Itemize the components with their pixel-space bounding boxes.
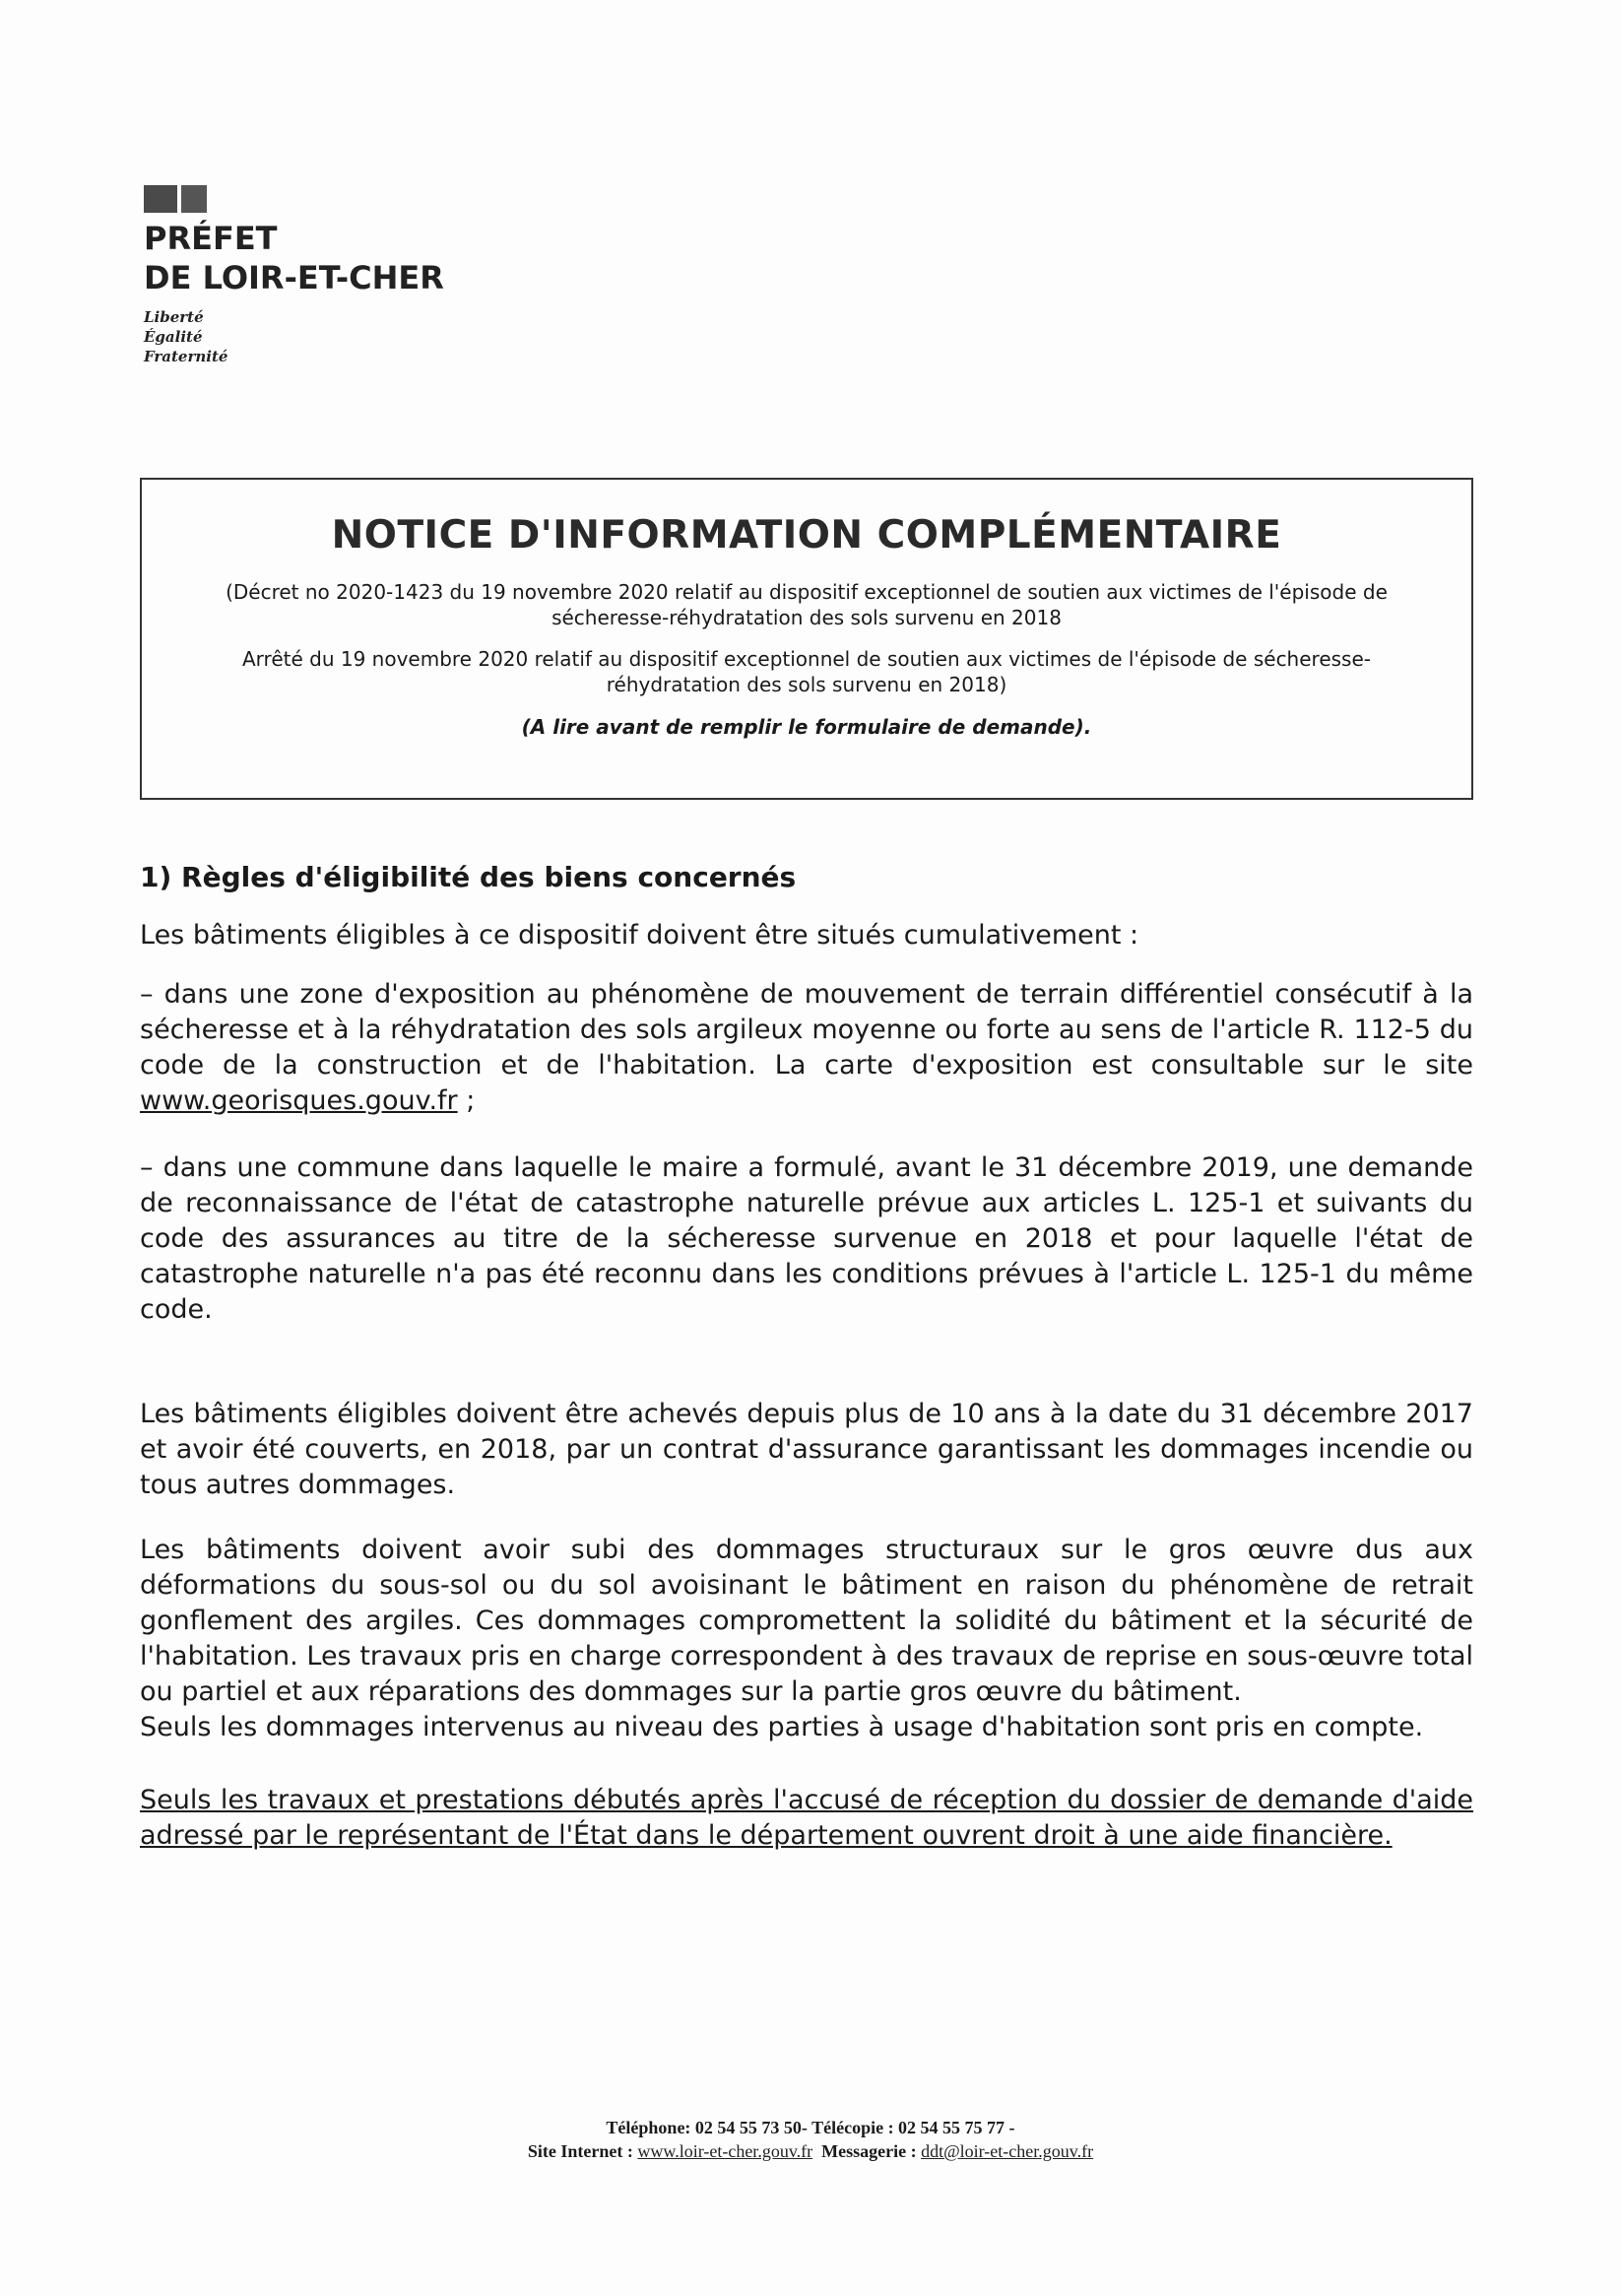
notice-reading-note: (A lire avant de remplir le formulaire de demande). (521, 715, 1092, 739)
marianne-logo-icon (144, 185, 444, 213)
motto-liberte: Liberté (144, 308, 204, 326)
page-footer (0, 2116, 1621, 2163)
eligibility-bullet-zone (140, 977, 1473, 1119)
eligibility-bullet-commune: – dans une commune dans laquelle le maire a formulé, avant le 31 décembre 2019, une demande de reconnaissance de l'état de catastrophe naturelle prévue aux articles L. 125-1 et suivants du code des assurances au titre de la sécheresse survenue en 2018 et pour laquelle l'état de catastrophe naturelle n'a pas été reconnu dans les conditions prévues à l'article L. 125-1 du même code. (140, 1152, 1473, 1325)
bullet-zone-text: – dans une zone d'exposition au phénomène de mouvement de terrain différentiel consécutif à la sécheresse et à la réhydratation des sols argileux moyenne ou forte au sens de l'article R. 112-5 du code de la construction et de l'habitation. La carte d'exposition est consultable sur le site (140, 979, 1473, 1081)
georisques-link[interactable]: www.georisques.gouv.fr (140, 1085, 458, 1116)
footer-contacts (0, 2139, 1621, 2163)
paragraph-dommages: Les bâtiments doivent avoir subi des dommages structuraux sur le gros œuvre dus aux déformations du sous-sol ou du sol avoisinant le bâtiment en raison du phénomène de retrait gonflement des argiles. Ces dommages compromettent la solidité du bâtiment et la sécurité de l'habitation. Les travaux pris en charge correspondent à des travaux de reprise en sous-œuvre total ou partiel et aux réparations des dommages sur la partie gros œuvre du bâtiment. (140, 1535, 1473, 1707)
footer-mail-link[interactable]: ddt@loir-et-cher.gouv.fr (921, 2141, 1094, 2161)
prefet-line2: DE LOIR-ET-CHER (144, 259, 444, 296)
notice-decree: (Décret no 2020-1423 du 19 novembre 2020 relatif au dispositif exceptionnel de soutien aux victimes de l'épisode de sécheresse-réhydratation des sols survenu en 2018 (226, 580, 1388, 629)
eligibility-intro: Les bâtiments éligibles à ce dispositif doivent être situés cumulativement : (140, 920, 1139, 951)
section-title: 1) Règles d'éligibilité des biens concernés (140, 861, 797, 893)
footer-site-label: Site Internet : (527, 2141, 633, 2161)
paragraph-achevement: Les bâtiments éligibles doivent être achevés depuis plus de 10 ans à la date du 31 décembre 2017 et avoir été couverts, en 2018, par un contrat d'assurance garantissant les dommages incendie ou tous autres dommages. (140, 1399, 1473, 1500)
republic-motto (144, 307, 444, 366)
paragraph-travaux-underlined: Seuls les travaux et prestations débutés après l'accusé de réception du dossier de demande d'aide adressé par le représentant de l'État dans le département ouvrent droit à une aide financière. (140, 1785, 1473, 1851)
bullet-zone-end: ; (457, 1085, 476, 1116)
footer-site-link[interactable]: www.loir-et-cher.gouv.fr (637, 2141, 813, 2161)
prefet-line1: PRÉFET (144, 220, 278, 257)
motto-fraternite: Fraternité (144, 348, 228, 365)
paragraph-habitation: Seuls les dommages intervenus au niveau des parties à usage d'habitation sont pris en compte. (140, 1712, 1424, 1742)
footer-mail-label: Messagerie : (821, 2141, 917, 2161)
notice-title: NOTICE D'INFORMATION COMPLÉMENTAIRE (331, 513, 1282, 558)
prefecture-logo (144, 185, 444, 366)
notice-box (140, 478, 1473, 800)
notice-arrete: Arrêté du 19 novembre 2020 relatif au dispositif exceptionnel de soutien aux victimes de l'épisode de sécheresse-réhydratation des sols survenu en 2018) (241, 647, 1371, 696)
motto-egalite: Égalité (144, 328, 203, 346)
footer-phone: Téléphone: 02 54 55 73 50- Télécopie : 02 54 55 75 77 - (606, 2118, 1015, 2137)
